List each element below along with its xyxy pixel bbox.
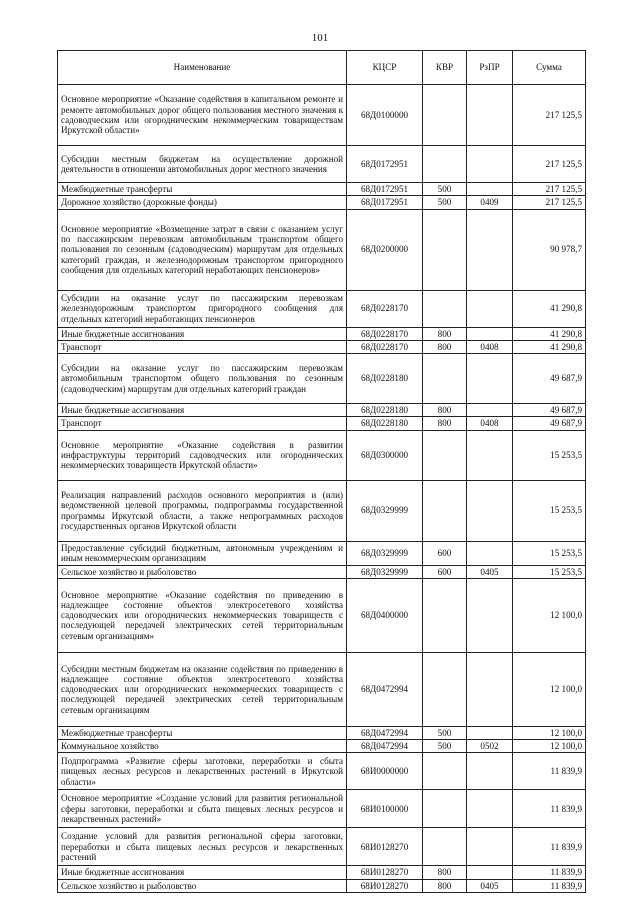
cell-name: Сельское хозяйство и рыболовство [58, 879, 347, 892]
table-row [58, 327, 586, 340]
cell-kvr: 800 [423, 340, 467, 353]
cell-kcsr: 68И0000000 [347, 753, 423, 790]
cell-kvr [423, 790, 467, 828]
cell-rzpr [467, 209, 513, 290]
table-body [58, 85, 586, 893]
cell-sum: 49 687,9 [513, 404, 586, 417]
cell-kcsr: 68Д0172951 [347, 183, 423, 196]
cell-kcsr: 68Д0228180 [347, 354, 423, 404]
cell-rzpr: 0408 [467, 340, 513, 353]
cell-kcsr: 68Д0200000 [347, 209, 423, 290]
cell-rzpr [467, 85, 513, 146]
cell-name: Субсидии местным бюджетам на оказание содействия по приведению в надлежащее состояние объектов электросетевого хозяйства садоводческих или огороднических некоммерческих товариществ с последующей передачей электрических сетей территориальным сетевым организациям [58, 652, 347, 726]
table-row [58, 879, 586, 892]
cell-kcsr: 68Д0472994 [347, 726, 423, 739]
cell-sum: 12 100,0 [513, 578, 586, 652]
cell-rzpr: 0408 [467, 417, 513, 430]
cell-sum: 217 125,5 [513, 85, 586, 146]
cell-kcsr: 68Д0228180 [347, 417, 423, 430]
cell-kvr [423, 146, 467, 183]
table-row [58, 196, 586, 209]
cell-sum: 15 253,5 [513, 480, 586, 541]
table-row [58, 290, 586, 327]
cell-kvr [423, 480, 467, 541]
cell-kvr [423, 430, 467, 480]
cell-kvr [423, 85, 467, 146]
cell-name: Субсидии местным бюджетам на осуществление дорожной деятельности в отношении автомобильных дорог местного значения [58, 146, 347, 183]
table-row [58, 578, 586, 652]
cell-sum: 217 125,5 [513, 183, 586, 196]
table-row [58, 790, 586, 828]
header-kvr: КВР [423, 51, 467, 85]
cell-kvr: 500 [423, 196, 467, 209]
cell-sum: 11 839,9 [513, 866, 586, 879]
cell-kcsr: 68Д0472994 [347, 652, 423, 726]
cell-rzpr [467, 828, 513, 866]
cell-rzpr [467, 327, 513, 340]
cell-sum: 12 100,0 [513, 652, 586, 726]
cell-sum: 12 100,0 [513, 726, 586, 739]
cell-name: Основное мероприятие «Создание условий для развития региональной сферы заготовки, переработки и сбыта пищевых лесных ресурсов и лекарственных растений» [58, 790, 347, 828]
cell-rzpr [467, 541, 513, 565]
cell-rzpr [467, 183, 513, 196]
cell-kcsr: 68Д0329999 [347, 541, 423, 565]
cell-kvr: 800 [423, 404, 467, 417]
cell-rzpr [467, 866, 513, 879]
cell-kcsr: 68Д0472994 [347, 740, 423, 753]
header-name: Наименование [58, 51, 347, 85]
table-row [58, 828, 586, 866]
table-row [58, 753, 586, 790]
cell-name: Субсидии на оказание услуг по пассажирским перевозкам автомобильным транспортом общего пользования по сезонным (садоводческим) маршрутам для отдельных категорий граждан [58, 354, 347, 404]
table-row [58, 417, 586, 430]
cell-sum: 15 253,5 [513, 541, 586, 565]
cell-name: Межбюджетные трансферты [58, 726, 347, 739]
cell-name: Иные бюджетные ассигнования [58, 866, 347, 879]
table-row [58, 430, 586, 480]
cell-sum: 41 290,8 [513, 290, 586, 327]
cell-kcsr: 68Д0400000 [347, 578, 423, 652]
cell-rzpr [467, 290, 513, 327]
cell-name: Сельское хозяйство и рыболовство [58, 565, 347, 578]
cell-kvr [423, 652, 467, 726]
cell-kcsr: 68Д0228170 [347, 327, 423, 340]
cell-rzpr: 0409 [467, 196, 513, 209]
table-row [58, 340, 586, 353]
cell-kcsr: 68И0128270 [347, 866, 423, 879]
cell-sum: 15 253,5 [513, 565, 586, 578]
cell-kcsr: 68Д0228170 [347, 290, 423, 327]
cell-sum: 11 839,9 [513, 790, 586, 828]
table-row [58, 726, 586, 739]
cell-rzpr [467, 753, 513, 790]
cell-kcsr: 68Д0329999 [347, 565, 423, 578]
cell-rzpr: 0405 [467, 879, 513, 892]
table-row [58, 354, 586, 404]
cell-sum: 15 253,5 [513, 430, 586, 480]
table-row [58, 404, 586, 417]
cell-sum: 11 839,9 [513, 753, 586, 790]
cell-kvr: 800 [423, 879, 467, 892]
cell-kvr: 600 [423, 565, 467, 578]
cell-kvr: 600 [423, 541, 467, 565]
cell-rzpr [467, 354, 513, 404]
cell-kcsr: 68Д0228180 [347, 404, 423, 417]
cell-kcsr: 68Д0172951 [347, 196, 423, 209]
cell-kvr [423, 354, 467, 404]
header-sum: Сумма [513, 51, 586, 85]
cell-kvr: 500 [423, 740, 467, 753]
cell-rzpr: 0502 [467, 740, 513, 753]
cell-sum: 49 687,9 [513, 417, 586, 430]
table-row [58, 209, 586, 290]
table-row [58, 146, 586, 183]
cell-kcsr: 68И0100000 [347, 790, 423, 828]
cell-kvr: 500 [423, 726, 467, 739]
table-row [58, 541, 586, 565]
cell-name: Подпрограмма «Развитие сферы заготовки, переработки и сбыта пищевых лесных ресурсов и лекарственных растений в Иркутской области» [58, 753, 347, 790]
cell-name: Межбюджетные трансферты [58, 183, 347, 196]
cell-sum: 217 125,5 [513, 146, 586, 183]
cell-kcsr: 68Д0100000 [347, 85, 423, 146]
cell-sum: 11 839,9 [513, 828, 586, 866]
cell-name: Предоставление субсидий бюджетным, автономным учреждениям и иным некоммерческим организациям [58, 541, 347, 565]
cell-rzpr [467, 726, 513, 739]
cell-name: Основное мероприятие «Оказание содействия по приведению в надлежащее состояние объектов электросетевого хозяйства садоводческих или огороднических некоммерческих товариществ с последующей передачей электрических сетей территориальным сетевым организациям» [58, 578, 347, 652]
cell-kvr [423, 209, 467, 290]
cell-rzpr [467, 578, 513, 652]
cell-name: Основное мероприятие «Возмещение затрат в связи с оказанием услуг по пассажирским перевозкам автомобильным транспортом общего пользования по сезонным (садоводческим) маршрутам для отдельных категорий граждан, и железнодорожным транспортом пригородного сообщения для отдельных категорий неработающих пенсионеров» [58, 209, 347, 290]
cell-rzpr [467, 404, 513, 417]
cell-sum: 11 839,9 [513, 879, 586, 892]
cell-name: Создание условий для развития региональной сферы заготовки, переработки и сбыта пищевых лесных ресурсов и лекарственных растений [58, 828, 347, 866]
cell-name: Иные бюджетные ассигнования [58, 404, 347, 417]
cell-kvr [423, 828, 467, 866]
table-row [58, 85, 586, 146]
cell-name: Коммунальное хозяйство [58, 740, 347, 753]
table-row [58, 740, 586, 753]
cell-sum: 41 290,8 [513, 340, 586, 353]
cell-name: Основное мероприятие «Оказание содействия в капитальном ремонте и ремонте автомобильных дорог общего пользования местного значения к садоводческим или огородническим некоммерческим товариществам Иркутской области» [58, 85, 347, 146]
header-rzpr: РзПР [467, 51, 513, 85]
cell-name: Иные бюджетные ассигнования [58, 327, 347, 340]
cell-sum: 49 687,9 [513, 354, 586, 404]
header-kcsr: КЦСР [347, 51, 423, 85]
cell-rzpr [467, 146, 513, 183]
cell-kcsr: 68Д0228170 [347, 340, 423, 353]
cell-name: Основное мероприятие «Оказание содействия в развитии инфраструктуры территорий садоводческих или огороднических некоммерческих товариществ Иркутской области» [58, 430, 347, 480]
cell-kcsr: 68Д0300000 [347, 430, 423, 480]
cell-sum: 41 290,8 [513, 327, 586, 340]
cell-rzpr: 0405 [467, 565, 513, 578]
cell-sum: 90 978,7 [513, 209, 586, 290]
table-row [58, 565, 586, 578]
cell-kvr [423, 578, 467, 652]
table-row [58, 866, 586, 879]
cell-name: Реализация направлений расходов основного мероприятия и (или) ведомственной целевой программы, подпрограммы государственной программы Иркутской области, а также непрограммных расходов государственных органов Иркутской области [58, 480, 347, 541]
budget-table [57, 50, 586, 893]
cell-sum: 12 100,0 [513, 740, 586, 753]
cell-name: Дорожное хозяйство (дорожные фонды) [58, 196, 347, 209]
cell-kcsr: 68Д0172951 [347, 146, 423, 183]
table-row [58, 183, 586, 196]
cell-kvr: 500 [423, 183, 467, 196]
cell-kvr: 800 [423, 327, 467, 340]
table-row [58, 480, 586, 541]
cell-name: Субсидии на оказание услуг по пассажирским перевозкам железнодорожным транспортом пригородного сообщения для отдельных категорий неработающих пенсионеров [58, 290, 347, 327]
cell-sum: 217 125,5 [513, 196, 586, 209]
table-header-row [58, 51, 586, 85]
cell-name: Транспорт [58, 417, 347, 430]
cell-kvr: 800 [423, 866, 467, 879]
cell-kcsr: 68И0128270 [347, 828, 423, 866]
page-number: 101 [311, 32, 329, 44]
cell-rzpr [467, 430, 513, 480]
table-row [58, 652, 586, 726]
cell-kcsr: 68Д0329999 [347, 480, 423, 541]
cell-kvr [423, 290, 467, 327]
cell-name: Транспорт [58, 340, 347, 353]
cell-kvr [423, 753, 467, 790]
cell-rzpr [467, 480, 513, 541]
cell-rzpr [467, 652, 513, 726]
cell-rzpr [467, 790, 513, 828]
cell-kvr: 800 [423, 417, 467, 430]
cell-kcsr: 68И0128270 [347, 879, 423, 892]
